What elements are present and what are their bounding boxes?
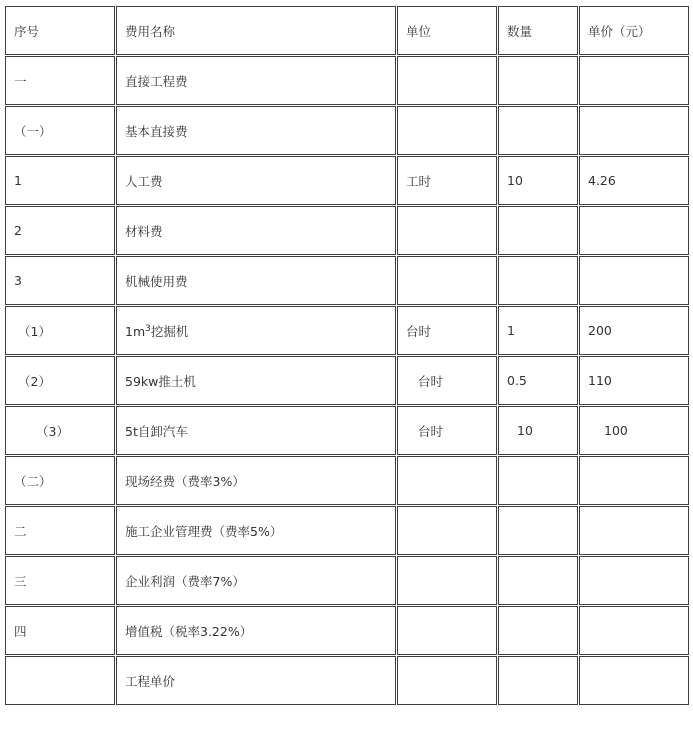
table-row [5, 156, 689, 205]
cost-table [4, 5, 690, 706]
cell-qty [498, 656, 578, 705]
cell-seq: 四 [5, 606, 115, 655]
cell-seq: （二） [5, 456, 115, 505]
cell-unit [397, 106, 497, 155]
name-text: 1m [125, 323, 146, 339]
table-row [5, 556, 689, 605]
cell-unit [397, 506, 497, 555]
cell-unit [397, 656, 497, 705]
cell-price: 100 [579, 406, 689, 455]
header-qty: 数量 [498, 6, 578, 55]
cell-seq: 一 [5, 56, 115, 105]
cell-name [116, 306, 396, 355]
cell-name: 材料费 [116, 206, 396, 255]
cell-name: 基本直接费 [116, 106, 396, 155]
cell-seq: （一） [5, 106, 115, 155]
cell-price [579, 256, 689, 305]
cell-qty [498, 556, 578, 605]
cell-name: 机械使用费 [116, 256, 396, 305]
table-row [5, 606, 689, 655]
cell-seq: 2 [5, 206, 115, 255]
cell-price: 200 [579, 306, 689, 355]
cell-qty [498, 56, 578, 105]
table-row [5, 106, 689, 155]
cell-qty: 0.5 [498, 356, 578, 405]
cell-seq: （3） [5, 406, 115, 455]
header-row [5, 6, 689, 55]
table-row [5, 256, 689, 305]
cell-unit [397, 206, 497, 255]
cell-unit [397, 256, 497, 305]
cell-unit [397, 56, 497, 105]
table-row [5, 206, 689, 255]
cell-seq: 3 [5, 256, 115, 305]
table-row [5, 506, 689, 555]
cell-qty: 10 [498, 406, 578, 455]
cell-seq: （2） [5, 356, 115, 405]
cell-price [579, 656, 689, 705]
cell-qty [498, 206, 578, 255]
cell-seq: 1 [5, 156, 115, 205]
table-row [5, 456, 689, 505]
table-row [5, 306, 689, 355]
header-unit: 单位 [397, 6, 497, 55]
table-row [5, 656, 689, 705]
cell-seq: （1） [5, 306, 115, 355]
cell-seq: 三 [5, 556, 115, 605]
cell-name: 直接工程费 [116, 56, 396, 105]
cell-price: 110 [579, 356, 689, 405]
cell-qty [498, 106, 578, 155]
cell-qty [498, 256, 578, 305]
cell-qty: 10 [498, 156, 578, 205]
cell-seq: 二 [5, 506, 115, 555]
header-seq: 序号 [5, 6, 115, 55]
cell-price: 4.26 [579, 156, 689, 205]
cell-price [579, 206, 689, 255]
table-row [5, 356, 689, 405]
cell-unit: 台时 [397, 406, 497, 455]
cell-unit [397, 606, 497, 655]
cell-name: 施工企业管理费（费率5%） [116, 506, 396, 555]
cell-qty [498, 606, 578, 655]
cell-price [579, 56, 689, 105]
cell-unit: 工时 [397, 156, 497, 205]
cell-seq [5, 656, 115, 705]
cell-name: 增值税（税率3.22%） [116, 606, 396, 655]
cell-qty: 1 [498, 306, 578, 355]
cell-unit: 台时 [397, 356, 497, 405]
table-row [5, 406, 689, 455]
cell-unit: 台时 [397, 306, 497, 355]
cell-qty [498, 506, 578, 555]
name-text: 挖掘机 [150, 323, 189, 339]
superscript: 3 [145, 323, 151, 334]
table-row [5, 56, 689, 105]
header-price: 单价（元） [579, 6, 689, 55]
cell-name: 59kw推土机 [116, 356, 396, 405]
cell-name: 5t自卸汽车 [116, 406, 396, 455]
cell-name: 企业利润（费率7%） [116, 556, 396, 605]
cell-price [579, 106, 689, 155]
cell-price [579, 556, 689, 605]
cell-name: 人工费 [116, 156, 396, 205]
cell-unit [397, 456, 497, 505]
cell-price [579, 456, 689, 505]
cell-price [579, 506, 689, 555]
cell-qty [498, 456, 578, 505]
cell-name: 现场经费（费率3%） [116, 456, 396, 505]
cell-name: 工程单价 [116, 656, 396, 705]
cell-price [579, 606, 689, 655]
cell-unit [397, 556, 497, 605]
header-name: 费用名称 [116, 6, 396, 55]
